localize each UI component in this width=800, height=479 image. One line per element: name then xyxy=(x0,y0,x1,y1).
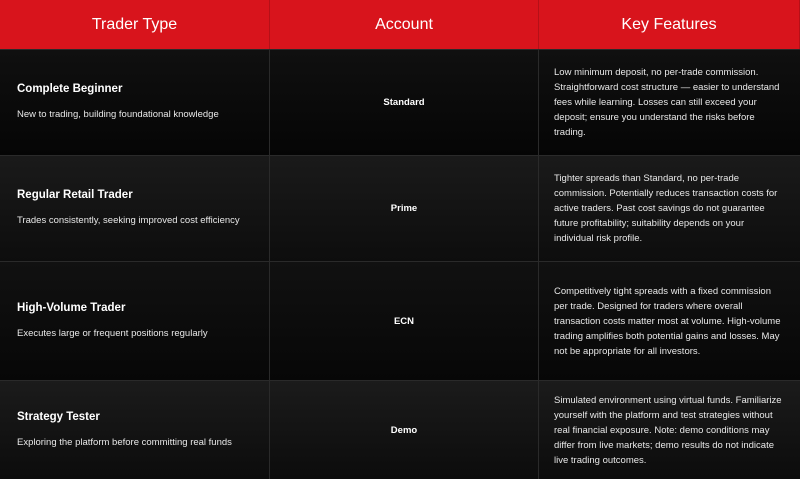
table-row-features-cell xyxy=(539,155,800,261)
table-row-account-cell xyxy=(270,380,539,479)
table-row-account-cell xyxy=(270,49,539,155)
account-name: Standard xyxy=(383,97,425,108)
account-name: Prime xyxy=(390,203,418,214)
trader-type-description: Executes large or frequent positions regularly xyxy=(17,327,208,339)
trader-type-description: Exploring the platform before committing real funds xyxy=(17,436,232,448)
account-name: ECN xyxy=(393,315,415,327)
trader-type-name: Regular Retail Trader xyxy=(17,189,133,202)
key-features-text: Tighter spreads than Standard, no per-trade commission. Potentially reduces transaction costs for active traders. Past cost savings do not guarantee future profitability; suitability depends on your individual risk profile. xyxy=(554,173,778,244)
trader-type-name: Strategy Tester xyxy=(17,410,100,423)
table-row-trader-cell xyxy=(0,261,270,380)
table-row-trader-cell xyxy=(0,155,270,261)
header-account: Account xyxy=(270,0,539,49)
table-row-trader-cell xyxy=(0,380,270,479)
trader-type-description: Trades consistently, seeking improved cost efficiency xyxy=(17,215,240,227)
key-features-text: Simulated environment using virtual funds. Familiarize yourself with the platform and test strategies without real financial exposure. Note: demo conditions may differ from live markets; demo results do not indicate live trading outcomes. xyxy=(554,394,782,466)
table-row-features-cell xyxy=(539,380,800,479)
table-row-features-cell xyxy=(539,49,800,155)
header-key-features: Key Features xyxy=(539,0,800,49)
trader-type-name: Complete Beginner xyxy=(17,83,123,96)
table-row-account-cell xyxy=(270,155,539,261)
header-trader-type: Trader Type xyxy=(0,0,270,49)
key-features-text: Low minimum deposit, no per-trade commission. Straightforward cost structure — easier to understand fees while learning. Losses can still exceed your deposit; ensure you understand the risks before trading. xyxy=(554,67,780,138)
table-row-trader-cell xyxy=(0,49,270,155)
key-features-text: Competitively tight spreads with a fixed commission per trade. Designed for traders where overall transaction costs matter most at volume. High-volume trading amplifies both potential gains and losses. May not be appropriate for all investors. xyxy=(554,285,781,357)
trader-type-description: New to trading, building foundational knowledge xyxy=(17,109,219,121)
trader-type-name: High-Volume Trader xyxy=(17,301,126,314)
table-row-account-cell xyxy=(270,261,539,380)
account-name: Demo xyxy=(390,424,418,436)
table-row-features-cell xyxy=(539,261,800,380)
